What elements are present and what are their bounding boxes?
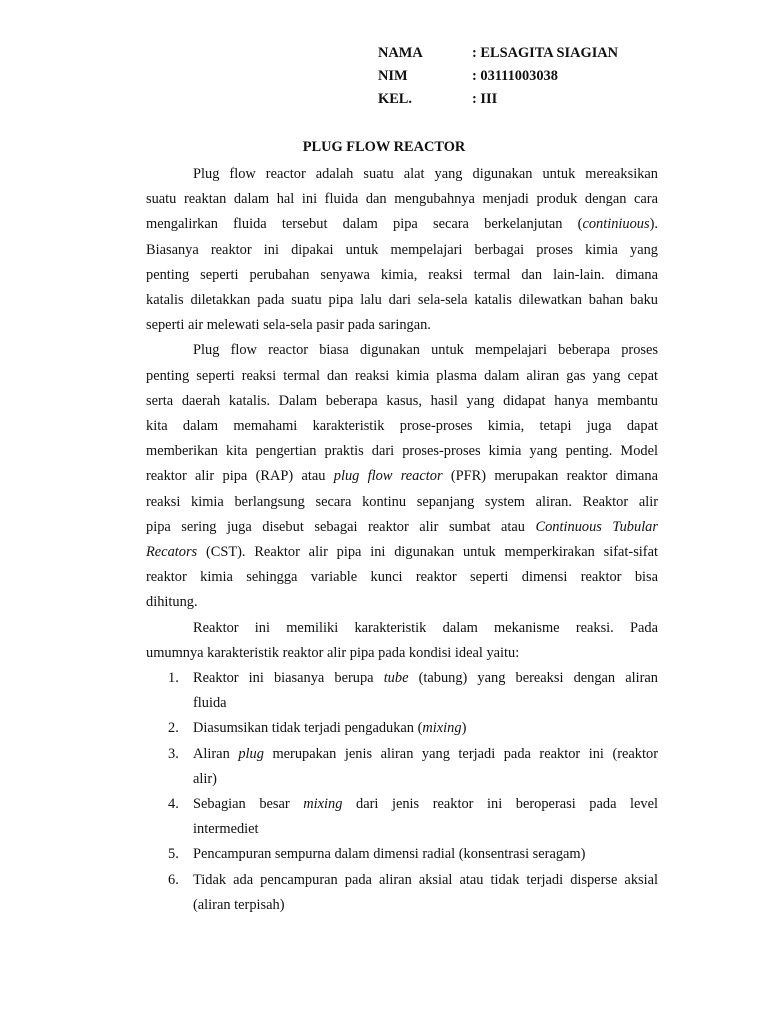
text-line: dihitung. — [146, 594, 198, 611]
text-run: Aliran — [193, 745, 239, 762]
text-run: dari jenis reaktor ini beroperasi pada level — [342, 796, 658, 813]
text-line: Pencampuran sempurna dalam dimensi radial (konsentrasi seragam) — [193, 846, 586, 863]
text-line — [146, 464, 658, 489]
text-line: Biasanya reaktor ini dipakai untuk mempelajari berbagai proses kimia yang — [146, 241, 658, 258]
list-number: 2. — [168, 720, 179, 737]
list-item — [146, 666, 658, 716]
list-item — [146, 792, 658, 842]
text-line: Tidak ada pencampuran pada aliran aksial atau tidak terjadi disperse aksial — [193, 871, 658, 888]
header-value: : ELSAGITA SIAGIAN — [472, 45, 619, 61]
text-run: (tabung) yang bereaksi dengan aliran — [408, 670, 658, 687]
header-key: KEL. — [378, 91, 412, 107]
header-row-nim — [378, 65, 618, 88]
text-run: Sebagian besar — [193, 796, 304, 813]
list-item — [146, 868, 658, 918]
text-line: seperti air melewati sela-sela pasir pada saringan. — [146, 317, 431, 334]
text-line: Reaktor ini memiliki karakteristik dalam mekanisme reaksi. Pada — [193, 619, 658, 636]
header-value: : 03111003038 — [472, 68, 558, 84]
header-key: NAMA — [378, 45, 423, 61]
text-line — [193, 792, 658, 817]
italic-term: plug flow reactor — [333, 468, 443, 485]
text-run: (CST). Reaktor alir pipa ini digunakan untuk memperkirakan sifat-sifat — [197, 544, 658, 561]
document-body — [146, 162, 658, 918]
text-line: umumnya karakteristik reaktor alir pipa pada kondisi ideal yaitu: — [146, 644, 520, 661]
text-run: Reaktor ini biasanya berupa — [193, 670, 384, 687]
italic-term: mixing — [422, 720, 462, 737]
text-line — [146, 515, 658, 540]
list-number: 6. — [168, 871, 179, 888]
text-run: Diasumsikan tidak terjadi pengadukan ( — [193, 720, 423, 737]
text-line — [193, 742, 658, 767]
header-row-name — [378, 42, 618, 65]
paragraph-1 — [146, 162, 658, 338]
text-line: suatu reaktan dalam hal ini fluida dan mengubahnya menjadi produk dengan cara — [146, 191, 658, 208]
text-line: kita dalam memahami karakteristik prose-proses kimia, tetapi juga dapat — [146, 418, 658, 435]
text-line: alir) — [193, 770, 217, 787]
text-line: Plug flow reactor biasa digunakan untuk mempelajari beberapa proses — [193, 342, 658, 359]
list-number: 5. — [168, 846, 179, 863]
text-line — [193, 716, 658, 741]
list-number: 4. — [168, 796, 179, 813]
list-number: 3. — [168, 745, 179, 762]
text-run: reaktor alir pipa (RAP) atau — [146, 468, 334, 485]
paragraph-2 — [146, 338, 658, 615]
italic-term: Continuous Tubular — [535, 518, 658, 535]
text-line: intermediet — [193, 821, 259, 838]
text-line: memberikan kita pengertian praktis dari proses-proses kimia yang penting. Model — [146, 443, 658, 460]
header-value: : III — [472, 91, 498, 107]
text-line — [193, 666, 658, 691]
text-line: Plug flow reactor adalah suatu alat yang digunakan untuk mereaksikan — [193, 166, 658, 182]
text-line: penting seperti perubahan senyawa kimia, reaksi termal dan lain-lain. dimana — [146, 266, 658, 283]
text-line: (aliran terpisah) — [193, 896, 285, 913]
text-line: katalis diletakkan pada suatu pipa lalu dari sela-sela katalis dilewatkan bahan baku — [146, 292, 658, 309]
italic-term: Recators — [146, 544, 198, 561]
italic-term: plug — [238, 745, 264, 762]
italic-term: mixing — [303, 796, 343, 813]
text-run: pipa sering juga disebut sebagai reaktor alir sumbat atau — [146, 518, 536, 535]
text-run: (PFR) merupakan reaktor dimana — [442, 468, 658, 485]
list-number: 1. — [168, 670, 179, 687]
text-line: penting seperti reaksi termal dan reaksi kimia plasma dalam aliran gas yang cepat — [146, 367, 658, 384]
text-run: ) — [461, 720, 467, 737]
list-item — [146, 842, 658, 867]
italic-term: tube — [383, 670, 409, 687]
list-item — [146, 742, 658, 792]
italic-term: continiuous — [582, 216, 650, 233]
list-item — [146, 716, 658, 741]
characteristics-list — [146, 666, 658, 918]
text-line — [146, 212, 658, 237]
paragraph-3 — [146, 616, 658, 666]
identity-header — [378, 42, 618, 111]
text-run: mengalirkan fluida tersebut dalam pipa secara berkelanjutan ( — [146, 216, 583, 233]
text-line: fluida — [193, 695, 227, 712]
header-row-group — [378, 88, 618, 111]
header-key: NIM — [378, 68, 408, 84]
text-line — [146, 540, 658, 565]
document-title: PLUG FLOW REACTOR — [302, 139, 466, 155]
text-run: merupakan jenis aliran yang terjadi pada reaktor ini (reaktor — [263, 745, 658, 762]
text-line: serta daerah katalis. Dalam beberapa kasus, hasil yang didapat hanya membantu — [146, 392, 658, 409]
text-run: ). — [649, 216, 658, 233]
text-line: reaktor kimia sehingga variable kunci reaktor seperti dimensi reaktor bisa — [146, 569, 658, 586]
text-line: reaksi kimia berlangsung secara kontinu sepanjang system aliran. Reaktor alir — [146, 493, 658, 510]
